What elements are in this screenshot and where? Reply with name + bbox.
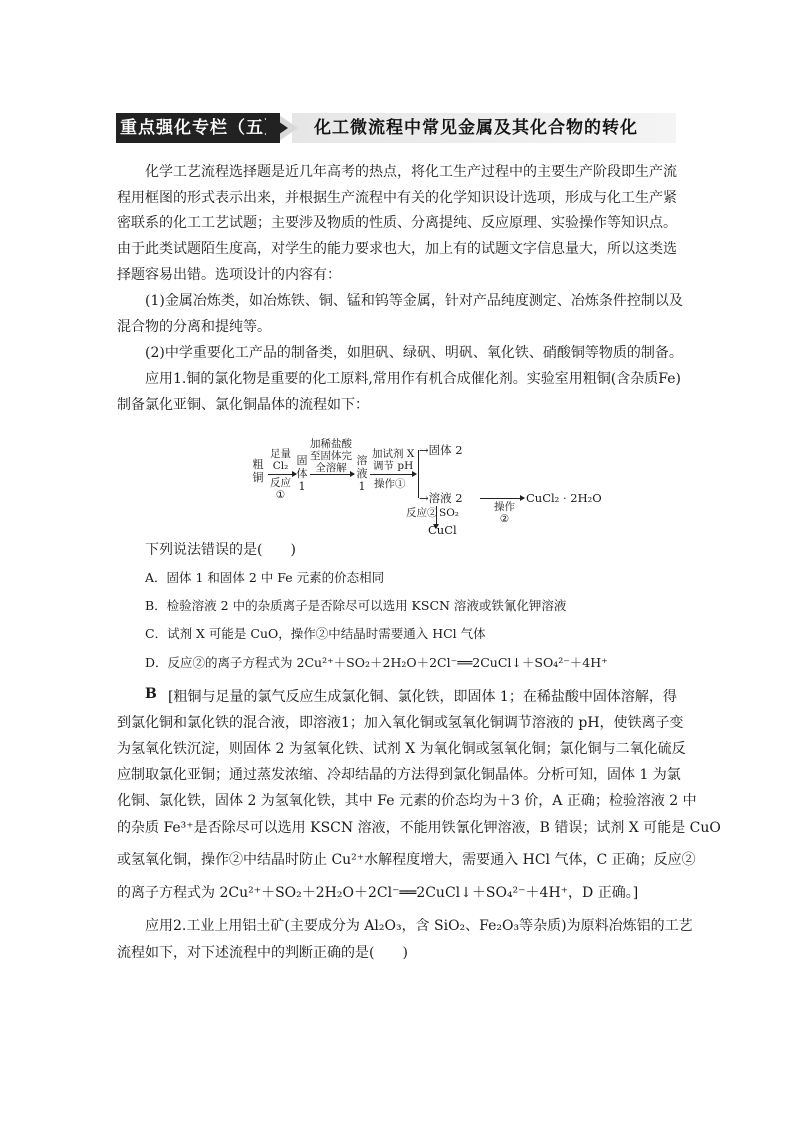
reaction2-label: 反应②: [406, 507, 438, 519]
product: CuCl₂ · 2H₂O: [526, 491, 602, 505]
so2-label: SO₂: [439, 507, 460, 519]
column-label: 重点强化专栏（五）: [116, 113, 280, 143]
intro-line: 化学工艺流程选择题是近几年高考的热点，将化工生产过程中的主要生产阶段即生产流: [145, 164, 677, 180]
step3-label: 操作①: [374, 478, 406, 490]
intro-line: 择题容易出错。选项设计的内容有：: [117, 267, 341, 283]
answer-line: 到氯化铜和氯化铁的混合液，即溶液1；加入氧化铜或氢氧化铜调节溶液的 pH，使铁离子变: [117, 715, 684, 731]
answer-line: 的离子方程式为 2Cu²⁺＋SO₂＋2H₂O＋2Cl⁻══2CuCl↓＋SO₄²⁻＋4H⁺，D 正确。]: [117, 885, 639, 901]
arrow-1: [268, 474, 296, 475]
answer-line: 或氢氧化铜，操作②中结晶时防止 Cu²⁺水解程度增大，需要通入 HCl 气体，C 正确；反应②: [117, 852, 696, 868]
step3-reagent-1: 加试剂 X: [372, 448, 415, 460]
step1-label-1: 反应: [270, 477, 291, 489]
op2-label-2: ②: [499, 513, 510, 525]
arrow-4: [480, 498, 524, 499]
step1-label: [270, 477, 291, 501]
option-d: D．反应②的离子方程式为 2Cu²⁺＋SO₂＋2H₂O＋2Cl⁻══2CuCl↓＋SO₄²⁻＋4H⁺: [145, 655, 608, 670]
arrow-2: [310, 474, 354, 475]
answer-line: 的杂质 Fe³⁺是否除尽可以选用 KSCN 溶液，不能用铁氰化钾溶液，B 错误；试剂 X 可能是 CuO: [117, 820, 721, 836]
solid-1: 固体1: [296, 454, 308, 493]
step3-reagent: [372, 448, 414, 472]
step2-reagent: [310, 438, 352, 474]
step2-reagent-2: 至固体完: [310, 450, 352, 462]
answer-line: 为氢氧化铁沉淀，则固体 2 为氢氧化铁、试剂 X 为氧化铜或氢氧化铜；氯化铜与二氧化硫反: [117, 741, 686, 757]
step1-reagent-2: Cl₂: [272, 460, 289, 472]
step2-reagent-1: 加稀盐酸: [310, 438, 352, 450]
process-flow-diagram: [252, 436, 602, 537]
intro-line: 密联系的化工工艺试题；主要涉及物质的性质、分离提纯、反应原理、实验操作等知识点。: [117, 215, 677, 231]
answer-line: 应制取氯化亚铜；通过蒸发浓缩、冷却结晶的方法得到氯化铜晶体。分析可知，固体 1 为氯: [117, 767, 681, 783]
page-title: 化工微流程中常见金属及其化合物的转化: [314, 118, 638, 138]
item-1-line: 混合物的分离和提纯等。: [117, 319, 271, 335]
answer-line: 化铜、氯化铁，固体 2 为氢氧化铁，其中 Fe 元素的价态均为＋3 价，A 正确；检验溶液 2 中: [117, 793, 697, 809]
arrow-3: [370, 474, 416, 475]
step3-reagent-2: 调节 pH: [373, 460, 414, 472]
answer-line: [粗铜与足量的氯气反应生成氯化铜、氯化铁，即固体 1；在稀盐酸中固体溶解，得: [168, 689, 677, 705]
option-c: C．试剂 X 可能是 CuO，操作②中结晶时需要通入 HCl 气体: [145, 626, 486, 641]
solid-2: →固体 2: [419, 443, 463, 457]
section-banner: [116, 113, 676, 143]
answer-letter: B: [145, 686, 157, 702]
step1-reagent: [270, 448, 291, 472]
step1-reagent-1: 足量: [270, 448, 291, 460]
solution-2: →溶液 2: [419, 491, 463, 505]
step2-reagent-3: 全溶解: [315, 462, 347, 474]
banner-arrow: [266, 113, 288, 143]
option-b: B．检验溶液 2 中的杂质离子是否除尽可以选用 KSCN 溶液或铁氰化钾溶液: [145, 598, 567, 613]
app2-line: 流程如下，对下述流程中的判断正确的是( ): [117, 945, 408, 961]
intro-line: 程用框图的形式表示出来，并根据生产流程中有关的化学知识设计选项，形成与化工生产紧: [117, 190, 677, 206]
item-1-line: (1)金属冶炼类，如冶炼铁、铜、锰和钨等金属，针对产品纯度测定、冶炼条件控制以及: [145, 293, 683, 309]
question-stem: 下列说法错误的是( ): [145, 542, 296, 558]
cucl-product: CuCl: [428, 523, 457, 537]
op2-label: [494, 501, 515, 525]
app1-line: 制备氯化亚铜、氯化铜晶体的流程如下：: [117, 397, 369, 413]
start-material: 粗铜: [252, 458, 264, 484]
intro-line: 由于此类试题陌生度高，对学生的能力要求也大，加上有的试题文字信息量大，所以这类选: [117, 241, 677, 257]
app1-line: 应用1.铜的氯化物是重要的化工原料,常用作有机合成催化剂。实验室用粗铜(含杂质Fe): [145, 371, 681, 387]
app2-line: 应用2.工业上用铝土矿(主要成分为 Al₂O₃，含 SiO₂、Fe₂O₃等杂质)为原料冶炼铝的工艺: [145, 918, 693, 934]
op2-label-1: 操作: [494, 501, 515, 513]
item-2-line: (2)中学重要化工产品的制备类，如胆矾、绿矾、明矾、氧化铁、硝酸铜等物质的制备。: [145, 345, 683, 361]
option-a: A．固体 1 和固体 2 中 Fe 元素的价态相同: [145, 570, 385, 585]
solution-1: 溶液1: [356, 454, 368, 493]
step1-label-2: ①: [275, 489, 286, 501]
